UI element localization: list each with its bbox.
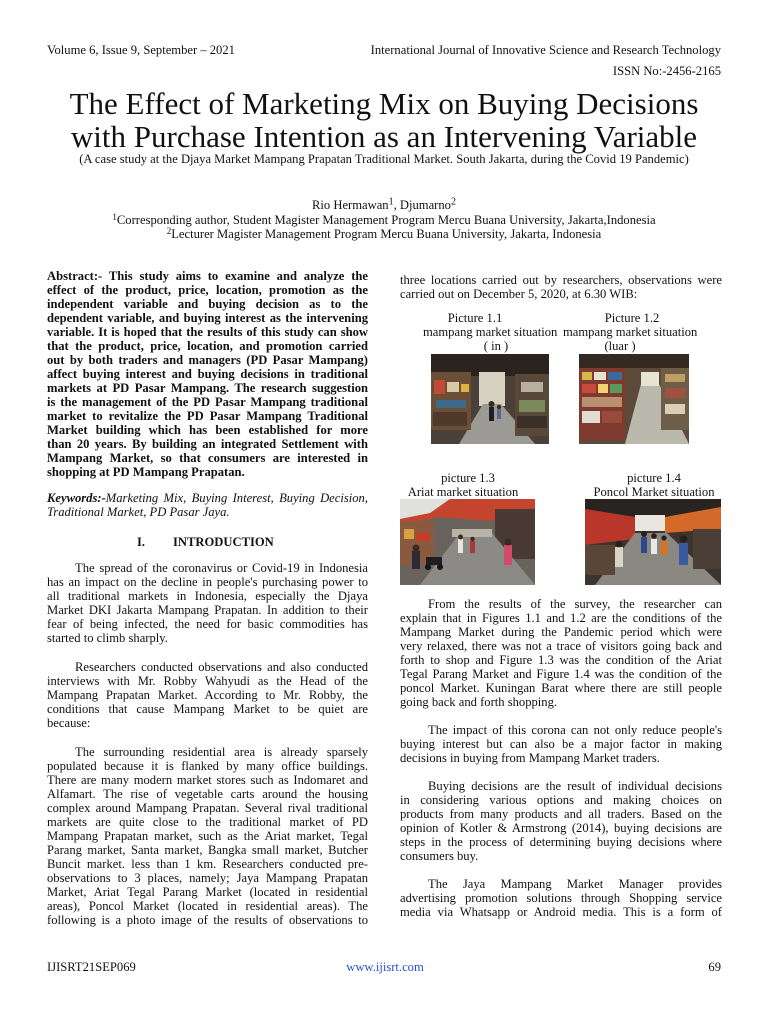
picture-1-2-photo-shape [602, 411, 622, 423]
picture-1-4-photo-shape [651, 539, 657, 554]
text-line: shopping at PD Mampang Prapatan. [47, 465, 245, 479]
picture-1-4-photo-shape [679, 543, 688, 565]
figure-caption: mampang market situation [563, 325, 698, 339]
affiliation-text: Corresponding author, Student Magister Management Program Mercu Buana University, Jakarta,Indonesia [116, 213, 656, 227]
picture-1-1-photo-shape [519, 400, 545, 412]
affiliation-2 [0, 227, 768, 241]
picture-1-1-photo-shape [489, 407, 494, 421]
picture-1-2-photo-shape [582, 411, 600, 423]
text-line: is the management of the PD Pasar Mampang traditional [47, 395, 368, 409]
right-paragraph-3 [400, 779, 722, 863]
right-paragraph-0 [400, 273, 722, 301]
volume-issue: Volume 6, Issue 9, September – 2021 [47, 43, 235, 57]
figure-note: (luar ) [604, 339, 636, 353]
keywords [47, 491, 368, 519]
figure-caption: Ariat market situation [407, 485, 519, 499]
text-line: advertising promotion solutions through Shopping service [400, 891, 722, 905]
section-number: I. [137, 535, 146, 549]
picture-1-4-photo-shape [585, 545, 615, 575]
text-line: market to revitalize the PD Pasar Mampang Traditional [47, 409, 368, 423]
picture-1-1-photo-shape [479, 372, 505, 406]
picture-1-2-photo-shape [608, 372, 622, 380]
intro-paragraph-1 [47, 561, 368, 645]
text-line: complex around Mampang Prapatan. Several rival traditional [47, 801, 368, 815]
issn: ISSN No:-2456-2165 [612, 64, 721, 78]
text-line: out by both traders and managers (PD Pasar Mampang) [47, 353, 368, 367]
picture-1-3-photo-shape [416, 533, 430, 541]
text-line: following is a photo image of the results of observations to [47, 913, 368, 927]
picture-1-3-photo-shape [470, 541, 475, 553]
affiliation-sup: 2 [166, 225, 172, 236]
text-line: Mampang Market during the Pandemic period which were [400, 625, 722, 639]
text-line: From the results of the survey, the researcher can [428, 597, 722, 611]
picture-1-2-photo-shape [641, 372, 659, 386]
text-line: observations to 3 places, namely; Jaya Mampang Prapatan [47, 871, 368, 885]
picture-1-1-photo-shape [521, 382, 543, 392]
picture-1-2-photo-shape [665, 374, 685, 382]
picture-1-3-photo-shape [470, 537, 474, 541]
picture-1-3-photo-shape [404, 529, 414, 539]
text-line: conditions that cause Mampang Market to be quiet are [47, 702, 368, 716]
footer-page-number: 69 [708, 960, 721, 974]
footer-journal-url[interactable]: www.ijisrt.com [346, 960, 424, 974]
text-line: Market building which has been established for more [47, 423, 368, 437]
picture-1-3-photo-shape [504, 545, 512, 565]
picture-1-1-photo-shape [497, 409, 501, 419]
text-line: Buying decisions are the result of individual decisions [428, 779, 722, 793]
picture-1-2-photo-shape [610, 384, 622, 393]
text-line: Buncit market. less than 1 km. Researchers conducted pre- [47, 857, 368, 871]
picture-1-1-photo-shape [434, 380, 445, 394]
text-line: Alfamart. The rise of vegetable carts around the housing [47, 787, 368, 801]
picture-1-1-photo-shape [461, 384, 469, 392]
text-line: The Jaya Mampang Market Manager provides [428, 877, 722, 891]
picture-1-3-photo-shape [413, 545, 420, 552]
author-sup-1: 1 [388, 196, 394, 208]
affiliation-1 [0, 213, 768, 227]
picture-1-4-photo-shape [680, 535, 688, 543]
text-line: effect of the product, price, location, promotion as the [47, 283, 368, 297]
figure-label: Picture 1.2 [604, 311, 660, 325]
picture-1-3-photo-shape [458, 535, 463, 540]
text-line: Mampang Prapatan market, such as the Ariat market, Tegal [47, 829, 368, 843]
text-line: independent variable and buying decision as to the [47, 297, 368, 311]
picture-1-2-photo-shape [582, 397, 622, 407]
text-line: interviews with Mr. Robby Wahyudi as the Head of the [47, 674, 368, 688]
text-line: markets are quite close to the traditional market of PD [47, 815, 368, 829]
figure-caption: mampang market situation [423, 325, 558, 339]
picture-1-4-photo-shape [635, 515, 665, 531]
text-line: very relaxed, there was not a trace of visitors going back and [400, 639, 722, 653]
picture-1-2-photo-shape [579, 354, 689, 368]
picture-1-2-photo-shape [665, 404, 685, 414]
picture-1-4-photo-shape [693, 529, 721, 569]
picture-1-3-photo [400, 499, 535, 585]
text-line: poncol Market. Kuningan Barat where there are still people [400, 681, 722, 695]
text-line: Mampang Market, so that consumers are interested in [47, 451, 368, 465]
text-line: There are many modern market stores such as Indomaret and [47, 773, 368, 787]
picture-1-2-photo-shape [665, 388, 685, 398]
text-line: Tegal Parang Market and Figure 1.4 was the condition of the [400, 667, 722, 681]
text-line: because: [47, 716, 91, 730]
picture-1-4-photo [585, 499, 721, 585]
intro-paragraph-3 [47, 745, 368, 927]
author-name-1: Rio Hermawan [312, 198, 389, 212]
text-line: all traditional markets in Indonesia, especially the Djaya [47, 589, 368, 603]
picture-1-3-photo-shape [425, 564, 431, 570]
text-line: explain that in Figures 1.1 and 1.2 are the conditions of the [400, 611, 722, 625]
text-line: carried out on December 5, 2020, at 6.30 WIB: [400, 287, 638, 301]
picture-1-3-photo-shape [426, 557, 442, 565]
picture-1-2-photo [579, 354, 689, 444]
footer-paper-code: IJISRT21SEP069 [47, 960, 136, 974]
paper-subtitle: (A case study at the Djaya Market Mampang Prapatan Traditional Market. South Jakarta, during the Covid 19 Pandemic) [79, 152, 689, 166]
text-line: The spread of the coronavirus or Covid-19 in Indonesia [75, 561, 368, 575]
right-paragraph-2 [400, 723, 722, 765]
paper-title-line-2: with Purchase Intention as an Intervening Variable [70, 119, 698, 154]
picture-1-4-photo-shape [661, 541, 667, 555]
text-line: in considering various options and making choices on [400, 793, 722, 807]
picture-1-1-photo [431, 354, 549, 444]
text-line: decisions in buying from Mampang Market traders. [400, 751, 660, 765]
author-sup-2: 2 [450, 196, 456, 208]
text-line: areas), Poncol Market (located in residential areas). The [47, 899, 368, 913]
text-line: forth to shop and Figure 1.3 was the condition of the Ariat [400, 653, 722, 667]
figure-label: picture 1.4 [627, 471, 681, 485]
figure-caption: Poncol Market situation [593, 485, 715, 499]
abstract [47, 269, 368, 479]
picture-1-4-photo-shape [615, 547, 623, 567]
right-paragraph-4 [400, 877, 722, 919]
text-line: that the product, price, location, and promotion carried [47, 339, 368, 353]
figure-label: picture 1.3 [441, 471, 495, 485]
text-line: Researchers conducted observations and also conducted [75, 660, 368, 674]
picture-1-1-photo-shape [436, 400, 466, 408]
picture-1-3-photo-shape [505, 539, 512, 546]
text-line: Mampang Prapatan Market. According to Mr. Robby, the [47, 688, 368, 702]
text-line: variable. It is hoped that the results of this study can show [47, 325, 368, 339]
author-line [0, 198, 768, 212]
text-line: Market, Ariat Tegal Parang Market (located in residential [47, 885, 368, 899]
text-line: going back and forth shopping. [400, 695, 558, 709]
picture-1-3-photo-shape [458, 539, 463, 553]
picture-1-4-photo-shape [661, 535, 666, 540]
picture-1-2-photo-shape [582, 372, 592, 380]
picture-1-3-photo-shape [452, 529, 492, 537]
affiliation-text: Lecturer Magister Management Program Mercu Buana University, Jakarta, Indonesia [171, 227, 602, 241]
text-line: buying interest but can also be a major factor in making [400, 737, 722, 751]
keywords-line-1 [47, 491, 368, 505]
journal-name: International Journal of Innovative Science and Research Technology [370, 43, 721, 57]
text-line: The impact of this corona can not only reduce people's [428, 723, 722, 737]
text-line: has an impact on the decline in people's purchasing power to [47, 575, 368, 589]
text-line: The surrounding residential area is already sparsely [75, 745, 368, 759]
text-line: opinion of Kotler & Armstrong (2014), buying decisions are [400, 821, 722, 835]
text-line: media via Whatsapp or Android media. This is a form of [400, 905, 722, 919]
picture-1-4-photo-shape [616, 541, 623, 548]
text-line: fear of being infected, the need for basic commodities has [47, 617, 368, 631]
text-line: consumers buy. [400, 849, 479, 863]
text-line: than 20 years. By building an integrated Settlement with [47, 437, 368, 451]
section-heading: INTRODUCTION [173, 535, 274, 549]
text-line: Abstract:- This study aims to examine and analyze the [47, 269, 368, 283]
picture-1-3-photo-shape [412, 551, 420, 569]
picture-1-1-photo-shape [489, 401, 495, 407]
picture-1-1-photo-shape [447, 382, 459, 392]
picture-1-2-photo-shape [582, 384, 596, 393]
text-line: products from many products and all traders. Based on the [400, 807, 722, 821]
right-paragraph-1 [400, 597, 722, 709]
affiliation-sup: 1 [112, 211, 117, 222]
picture-1-1-photo-shape [497, 405, 501, 409]
picture-1-4-photo-shape [641, 531, 647, 537]
picture-1-2-photo-shape [594, 372, 606, 380]
picture-1-2-photo-shape [598, 384, 608, 393]
paper-title-line-1: The Effect of Marketing Mix on Buying Decisions [69, 86, 699, 121]
text-line: three locations carried out by researchers, observations were [400, 273, 722, 287]
figure-note: ( in ) [483, 339, 509, 353]
text-line: steps in the process of determining buying decisions where [400, 835, 722, 849]
text-line: markets at PD Pasar Mampang. The research suggestion [47, 381, 368, 395]
keywords-line-2: Traditional Market, PD Pasar Jaya. [47, 505, 230, 519]
picture-1-3-photo-shape [437, 564, 443, 570]
picture-1-4-photo-shape [651, 533, 657, 539]
author-name-2: , Djumarno [393, 198, 451, 212]
picture-1-1-photo-shape [433, 412, 467, 426]
text-line: populated because it is flanked by many office buildings. [47, 759, 368, 773]
intro-paragraph-2 [47, 660, 368, 730]
keywords-label: Keywords:- [47, 491, 106, 505]
text-line: started to climb sharply. [47, 631, 168, 645]
text-line: dependent variable, and buying interest as the intervening [47, 311, 368, 325]
picture-1-1-photo-shape [517, 416, 547, 428]
figure-label: Picture 1.1 [447, 311, 503, 325]
text-line: affect buying interest and buying decisions in traditional [47, 367, 368, 381]
text-line: Market DKI Jakarta Mampang Prapatan. In addition to their [47, 603, 368, 617]
keywords-text: Marketing Mix, Buying Interest, Buying Decision, [105, 491, 368, 505]
text-line: Parang market, Santa market, Bangka small market, Butcher [47, 843, 368, 857]
picture-1-4-photo-shape [641, 537, 647, 553]
